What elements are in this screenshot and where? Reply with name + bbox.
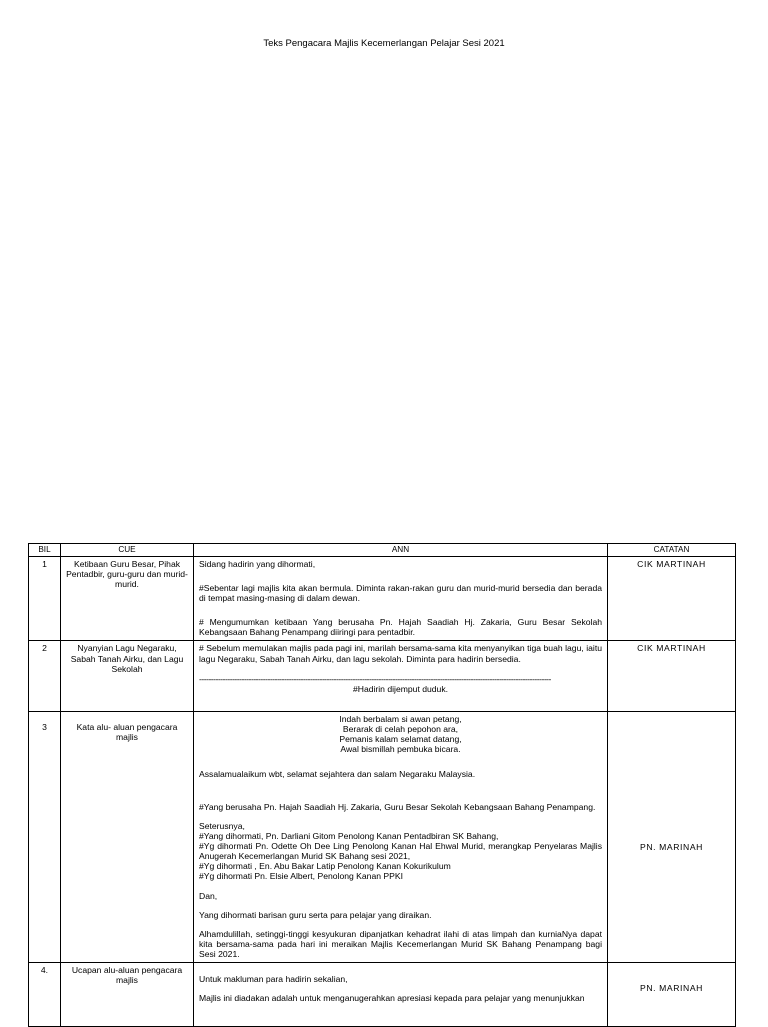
row-cue: Nyanyian Lagu Negaraku, Sabah Tanah Airku, dan Lagu Sekolah	[61, 641, 194, 712]
header-ann: ANN	[194, 544, 608, 557]
header-bil: BIL	[29, 544, 61, 557]
ann-line: #Yg dihormati Pn. Elsie Albert, Penolong Kanan PPKI	[199, 871, 403, 882]
poem-line: Awal bismillah pembuka bicara.	[340, 744, 461, 755]
ann-line: Alhamdulillah, setinggi-tinggi kesyukuran dipanjatkan kehadrat ilahi di atas limpah dan kurniaNya dapat kita bersama-sama pada hari ini meraikan Majlis Kecemerlangan Murid SK Bahang Penampang bagi Sesi 2021.	[199, 928, 602, 960]
row-catatan: PN. MARINAH	[608, 711, 736, 962]
ann-line: #Sebentar lagi majlis kita akan bermula. Diminta rakan-rakan guru dan murid-murid bersedia dan berada di tempat masing-masing di dalam dewan.	[199, 582, 602, 603]
row-catatan: CIK MARTINAH	[608, 641, 736, 712]
row-bil: 3	[29, 711, 61, 962]
ann-line: # Mengumumkan ketibaan Yang berusaha Pn. Hajah Saadiah Hj. Zakaria, Guru Besar Sekolah Kebangsaan Bahang Penampang diiringi para pentadbir.	[199, 617, 602, 638]
programme-table	[28, 543, 736, 1027]
row-ann	[194, 556, 608, 641]
row-catatan: CIK MARTINAH	[608, 556, 736, 641]
table-row	[29, 641, 736, 712]
table-row	[29, 556, 736, 641]
poem-line: Indah berbalam si awan petang,	[339, 713, 462, 724]
row-cue: Ucapan alu-aluan pengacara majlis	[61, 963, 194, 1027]
ann-line: #Yang dihormati, Pn. Darliani Gitom Penolong Kanan Pentadbiran SK Bahang,	[199, 830, 499, 841]
ann-line: Majlis ini diadakan adalah untuk menganugerahkan apresiasi kepada para pelajar yang menunjukkan	[199, 993, 585, 1004]
row-bil: 2	[29, 641, 61, 712]
ann-line: #Yg dihormati Pn. Odette Oh Dee Ling Penolong Kanan Hal Ehwal Murid, merangkap Penyelaras Majlis Anugerah Kecemerlangan Murid SK Bahang sesi 2021,	[199, 841, 602, 862]
row-bil: 1	[29, 556, 61, 641]
row-ann	[194, 963, 608, 1027]
header-catatan: CATATAN	[608, 544, 736, 557]
poem-line: Pemanis kalam selamat datang,	[339, 734, 462, 745]
document-title: Teks Pengacara Majlis Kecemerlangan Pelajar Sesi 2021	[263, 38, 505, 49]
row-ann	[194, 711, 608, 962]
ann-line: Dan,	[199, 890, 218, 901]
row-cue: Ketibaan Guru Besar, Pihak Pentadbir, guru-guru dan murid-murid.	[61, 556, 194, 641]
table-row	[29, 711, 736, 962]
ann-line: #Yg dihormati , En. Abu Bakar Latip Penolong Kanan Kokurikulum	[199, 861, 451, 872]
table-header-row	[29, 544, 736, 557]
row-cue: Kata alu- aluan pengacara majlis	[61, 711, 194, 962]
ann-line: Untuk makluman para hadirin sekalian,	[199, 974, 348, 985]
ann-line: #Hadirin dijemput duduk.	[352, 683, 449, 694]
ann-line: Seterusnya,	[199, 820, 245, 831]
ann-line: Sidang hadirin yang dihormati,	[199, 558, 316, 569]
row-ann	[194, 641, 608, 712]
dashed-divider: -----------------------------------------------------------------------------------------------------------------------------------------------------	[199, 673, 551, 684]
row-bil: 4.	[29, 963, 61, 1027]
ann-line: # Sebelum memulakan majlis pada pagi ini, marilah bersama-sama kita menyanyikan tiga buah lagu, iaitu lagu Negaraku, Sabah Tanah Airku, dan lagu sekolah. Diminta para hadirin bersedia.	[199, 643, 602, 664]
ann-line: Yang dihormati barisan guru serta para pelajar yang diraikan.	[199, 909, 432, 920]
poem-line: Berarak di celah pepohon ara,	[342, 724, 459, 735]
table-row	[29, 963, 736, 1027]
ann-line: #Yang berusaha Pn. Hajah Saadiah Hj. Zakaria, Guru Besar Sekolah Kebangsaan Bahang Penampang.	[199, 801, 596, 812]
ann-line: Assalamualaikum wbt, selamat sejahtera dan salam Negaraku Malaysia.	[199, 768, 476, 779]
row-catatan: PN. MARINAH	[608, 963, 736, 1027]
header-cue: CUE	[61, 544, 194, 557]
